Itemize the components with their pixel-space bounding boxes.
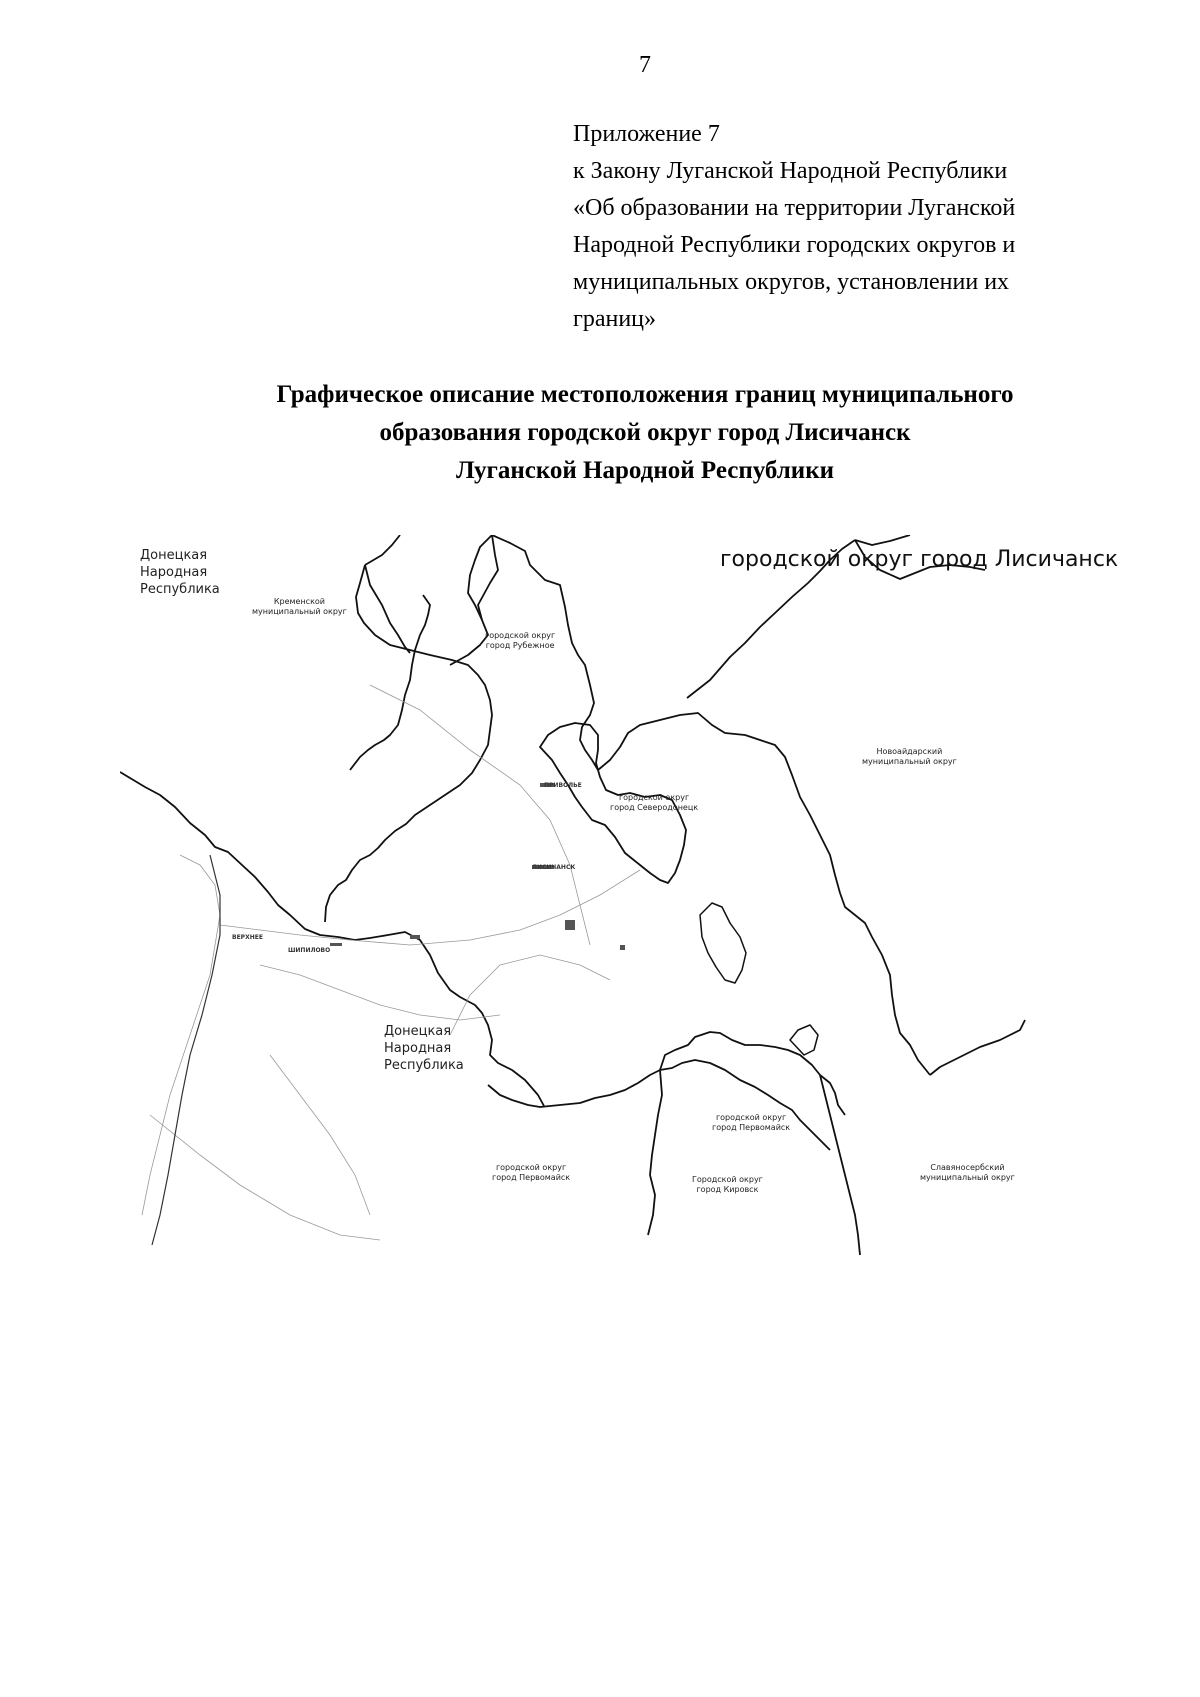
label-slavyanoserbsk: [920, 1163, 1015, 1183]
label-line: Республика: [384, 1058, 464, 1073]
lisichansk-boundary: [120, 772, 544, 1106]
page-number: 7: [639, 52, 651, 78]
document-title: [0, 376, 1200, 490]
map-drawing: [120, 535, 1120, 1355]
appendix-header: [573, 116, 1173, 338]
label-line: муниципальный округ: [252, 607, 347, 616]
label-line: город Кировск: [696, 1185, 759, 1194]
label-line: Республика: [140, 582, 220, 597]
label-line: муниципальный округ: [920, 1173, 1015, 1182]
label-dnr-top: [140, 547, 220, 598]
label-line: Кременской: [273, 597, 326, 606]
appendix-line: «Об образовании на территории Луганской: [573, 195, 1016, 221]
label-rubezhnoe: [485, 631, 555, 651]
label-line: городской округ: [715, 1113, 787, 1122]
label-severodonetsk: [610, 793, 698, 813]
label-novoaidar: [862, 747, 957, 767]
label-line: город Рубежное: [485, 641, 555, 650]
appendix-line: муниципальных округов, установлении их: [573, 269, 1010, 295]
town-label: ВЕРХНЕЕ: [232, 934, 263, 941]
town-label: ПРИВОЛЬЕ: [544, 782, 582, 789]
label-line: Новоайдарский: [876, 747, 943, 756]
town-label: ШИПИЛОВО: [288, 947, 331, 954]
appendix-line: к Закону Луганской Народной Республики: [573, 158, 1008, 184]
label-line: город Первомайск: [492, 1173, 571, 1182]
town-label: ЛИСИЧАНСК: [532, 864, 576, 871]
title-line: Графическое описание местоположения границ муниципального: [276, 381, 1014, 408]
label-pervomaisk-upper: [712, 1113, 790, 1133]
label-dnr-mid: [384, 1023, 464, 1074]
label-pervomaisk: [492, 1163, 570, 1183]
title-line: образования городской округ город Лисичанск: [379, 419, 911, 446]
title-line: Луганской Народной Республики: [455, 457, 835, 484]
label-kremennaya: [252, 597, 347, 617]
label-line: городской округ: [618, 793, 690, 802]
boundary-map: [120, 535, 1120, 1355]
label-line: Городской округ: [692, 1175, 763, 1184]
map-title: городской округ город Лисичанск: [720, 547, 1119, 572]
label-line: городской округ: [485, 631, 556, 640]
appendix-line: Приложение 7: [573, 121, 720, 147]
label-line: Народная: [384, 1041, 452, 1056]
label-line: Народная: [140, 565, 208, 580]
label-line: город Северодонецк: [610, 803, 699, 812]
appendix-line: границ»: [573, 306, 657, 332]
label-line: Донецкая: [384, 1024, 452, 1039]
label-line: городской округ: [495, 1163, 567, 1172]
label-kirovsk: [692, 1175, 763, 1195]
label-line: муниципальный округ: [862, 757, 957, 766]
label-line: Донецкая: [140, 548, 208, 563]
label-line: город Первомайск: [712, 1123, 791, 1132]
label-line: Славяносербский: [930, 1163, 1005, 1172]
appendix-line: Народной Республики городских округов и: [573, 232, 1016, 258]
